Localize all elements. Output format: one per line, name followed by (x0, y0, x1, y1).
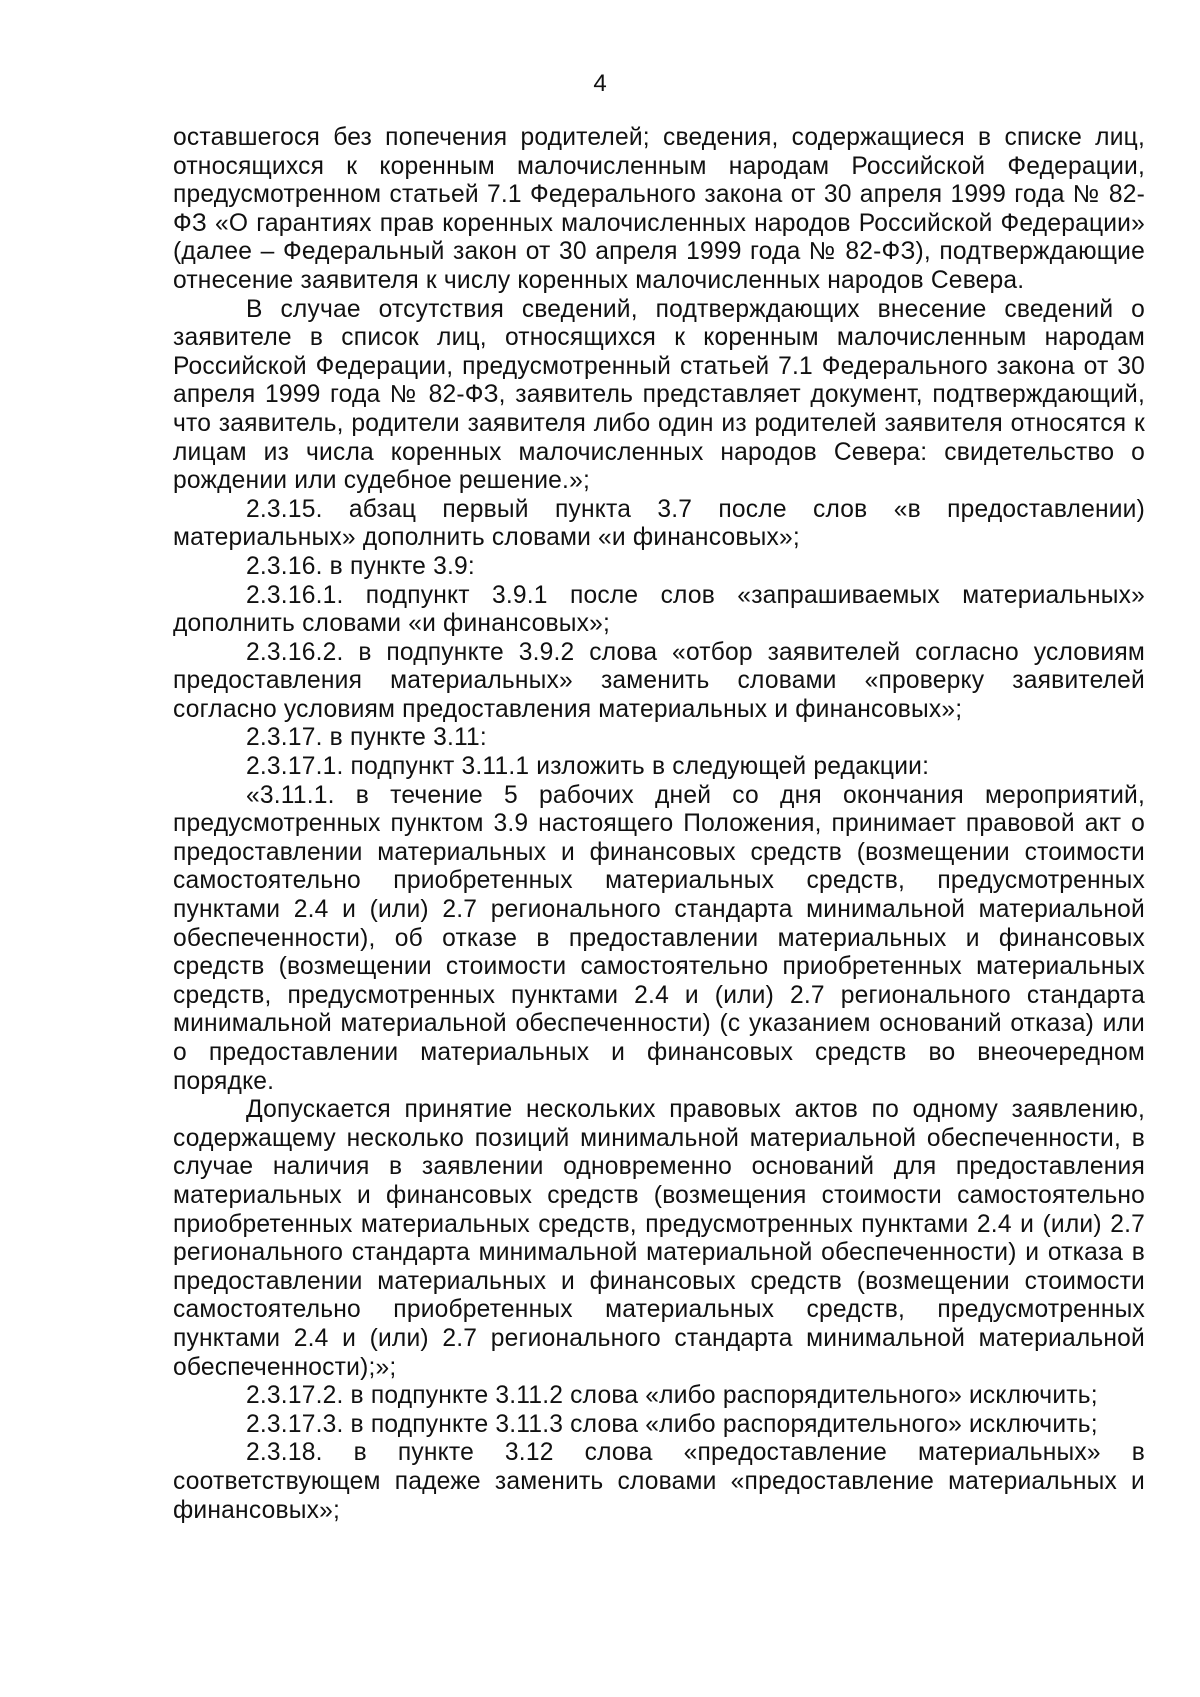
paragraph: 2.3.17. в пункте 3.11: (246, 724, 487, 752)
paragraph-continuation: оставшегося без попечения родителей; сведения, содержащиеся в списке лиц, относящихся к коренным малочисленным народам Российской Федерации, предусмотренном статьей 7.1 Федерального закона от 30 апреля 1999 года № 82-ФЗ «О гарантиях прав коренных малочисленных народов Российской Федерации» (далее – Федеральный закон от 30 апреля 1999 года № 82-ФЗ), подтверждающие отнесение заявителя к числу коренных малочисленных народов Севера. (173, 124, 1145, 294)
paragraph: 2.3.15. абзац первый пункта 3.7 после слов «в предоставлении) материальных» дополнить словами «и финансовых»; (173, 495, 1145, 552)
paragraph: «3.11.1. в течение 5 рабочих дней со дня окончания мероприятий, предусмотренных пунктом 3.9 настоящего Положения, принимает правовой акт о предоставлении материальных и финансовых средств (возмещении стоимости самостоятельно приобретенных материальных средств, предусмотренных пунктами 2.4 и (или) 2.7 регионального стандарта минимальной материальной обеспеченности), об отказе в предоставлении материальных и финансовых средств (возмещении стоимости самостоятельно приобретенных материальных средств, предусмотренных пунктами 2.4 и (или) 2.7 регионального стандарта минимальной материальной обеспеченности) (с указанием оснований отказа) или о предоставлении материальных и финансовых средств во внеочередном порядке. (173, 781, 1145, 1095)
paragraph: В случае отсутствия сведений, подтверждающих внесение сведений о заявителе в список лиц, относящихся к коренным малочисленным народам Российской Федерации, предусмотренный статьей 7.1 Федерального закона от 30 апреля 1999 года № 82-ФЗ, заявитель представляет документ, подтверждающий, что заявитель, родители заявителя либо один из родителей заявителя относятся к лицам из числа коренных малочисленных народов Севера: свидетельство о рождении или судебное решение.»; (173, 295, 1145, 495)
paragraph: 2.3.18. в пункте 3.12 слова «предоставление материальных» в соответствующем падеже заменить словами «предоставление материальных и финансовых»; (173, 1439, 1145, 1524)
paragraph: 2.3.16.1. подпункт 3.9.1 после слов «запрашиваемых материальных» дополнить словами «и финансовых»; (173, 581, 1145, 638)
paragraph: 2.3.17.1. подпункт 3.11.1 изложить в следующей редакции: (246, 753, 930, 781)
paragraph: 2.3.17.2. в подпункте 3.11.2 слова «либо распорядительного» исключить; (246, 1382, 1098, 1410)
paragraph: 2.3.17.3. в подпункте 3.11.3 слова «либо распорядительного» исключить; (246, 1410, 1098, 1438)
page-number: 4 (593, 70, 607, 97)
paragraph: 2.3.16.2. в подпункте 3.9.2 слова «отбор заявителей согласно условиям предоставления материальных» заменить словами «проверку заявителей согласно условиям предоставления материальных и финансовых»; (173, 638, 1145, 723)
paragraph: Допускается принятие нескольких правовых актов по одному заявлению, содержащему несколько позиций минимальной материальной обеспеченности, в случае наличия в заявлении одновременно оснований для предоставления материальных и финансовых средств (возмещения стоимости самостоятельно приобретенных материальных средств, предусмотренных пунктами 2.4 и (или) 2.7 регионального стандарта минимальной материальной обеспеченности) и отказа в предоставлении материальных и финансовых средств (возмещении стоимости самостоятельно приобретенных материальных средств, предусмотренных пунктами 2.4 и (или) 2.7 регионального стандарта минимальной материальной обеспеченности);»; (173, 1096, 1145, 1381)
paragraph: 2.3.16. в пункте 3.9: (246, 552, 475, 580)
document-body (173, 124, 1145, 1525)
